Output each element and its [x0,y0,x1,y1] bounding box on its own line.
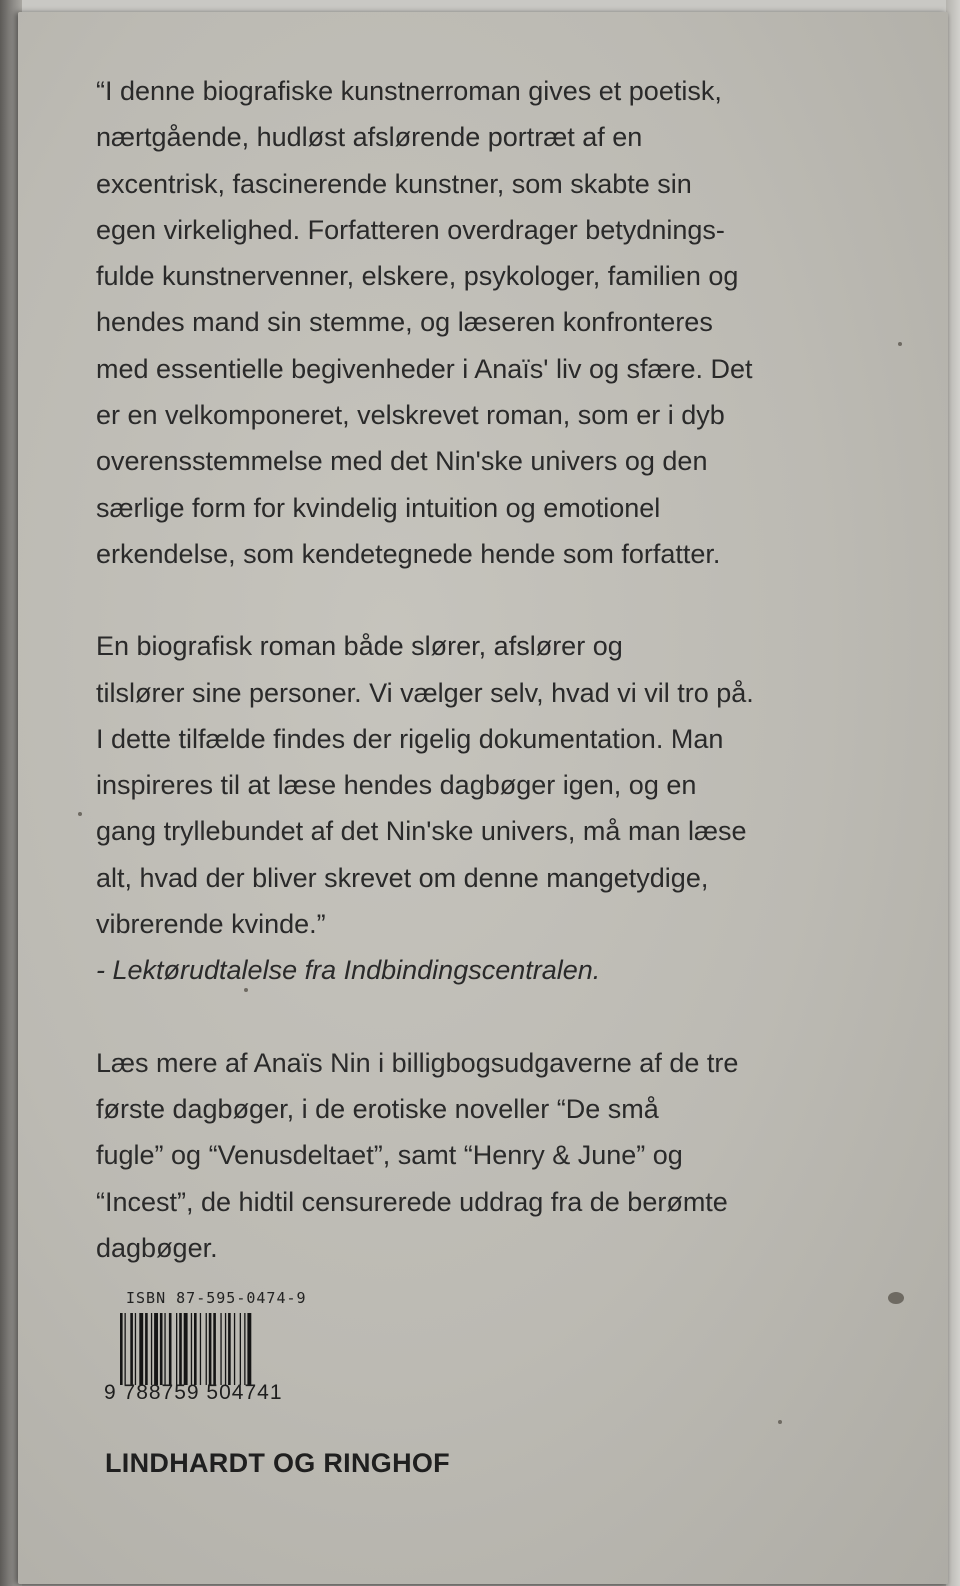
text-line: fugle” og “Venusdeltaet”, samt “Henry & June” og [96,1140,683,1171]
review-quote-continued [96,623,836,993]
text-line: inspireres til at læse hendes dagbøger igen, og en [96,770,697,801]
read-more-paragraph [96,1040,836,1271]
paper-speck [778,1420,782,1424]
quote-attribution: - Lektørudtalelse fra Indbindingscentralen. [96,955,601,986]
text-line: tilslører sine personer. Vi vælger selv, hvad vi vil tro på. [96,677,754,708]
text-line: dagbøger. [96,1232,218,1263]
paper-speck [888,1292,904,1304]
text-line: I dette tilfælde findes der rigelig dokumentation. Man [96,723,724,754]
text-line: overensstemmelse med det Nin'ske univers og den [96,446,708,477]
paragraph-gap [96,994,836,1040]
paper-speck [78,812,82,816]
text-line: “Incest”, de hidtil censurerede uddrag fra de berømte [96,1186,728,1217]
blurb-text [96,68,836,1271]
text-line: særlige form for kvindelig intuition og emotionel [96,492,661,523]
barcode-icon [120,1313,306,1385]
text-line: En biografisk roman både slører, afslører og [96,631,623,662]
text-line: fulde kunstnervenner, elskere, psykologer, familien og [96,261,739,292]
text-line: erkendelse, som kendetegnede hende som forfatter. [96,538,721,569]
isbn-label: ISBN 87-595-0474-9 [126,1289,307,1307]
text-line: er en velkomponeret, velskrevet roman, som er i dyb [96,400,725,431]
paper-speck [898,342,902,346]
table-surface-right [946,0,960,1586]
text-line: Læs mere af Anaïs Nin i billigbogsudgaverne af de tre [96,1047,739,1078]
paragraph-gap [96,577,836,623]
text-line: vibrerende kvinde.” [96,909,326,940]
text-line: med essentielle begivenheder i Anaïs' liv og sfære. Det [96,353,753,384]
text-line: hendes mand sin stemme, og læseren konfronteres [96,307,713,338]
text-line: alt, hvad der bliver skrevet om denne mangetydige, [96,862,709,893]
text-line: egen virkelighed. Forfatteren overdrager betydnings- [96,214,725,245]
text-line: excentrisk, fascinerende kunstner, som skabte sin [96,168,692,199]
text-line: gang tryllebundet af det Nin'ske univers, må man læse [96,816,747,847]
text-line: nærtgående, hudløst afslørende portræt af en [96,122,643,153]
text-line: “I denne biografiske kunstnerroman gives et poetisk, [96,76,722,106]
review-quote [96,68,836,577]
publisher-name: LINDHARDT OG RINGHOF [105,1448,450,1478]
barcode-digits: 9 788759 504741 [104,1381,283,1404]
text-line: første dagbøger, i de erotiske noveller “De små [96,1093,659,1124]
